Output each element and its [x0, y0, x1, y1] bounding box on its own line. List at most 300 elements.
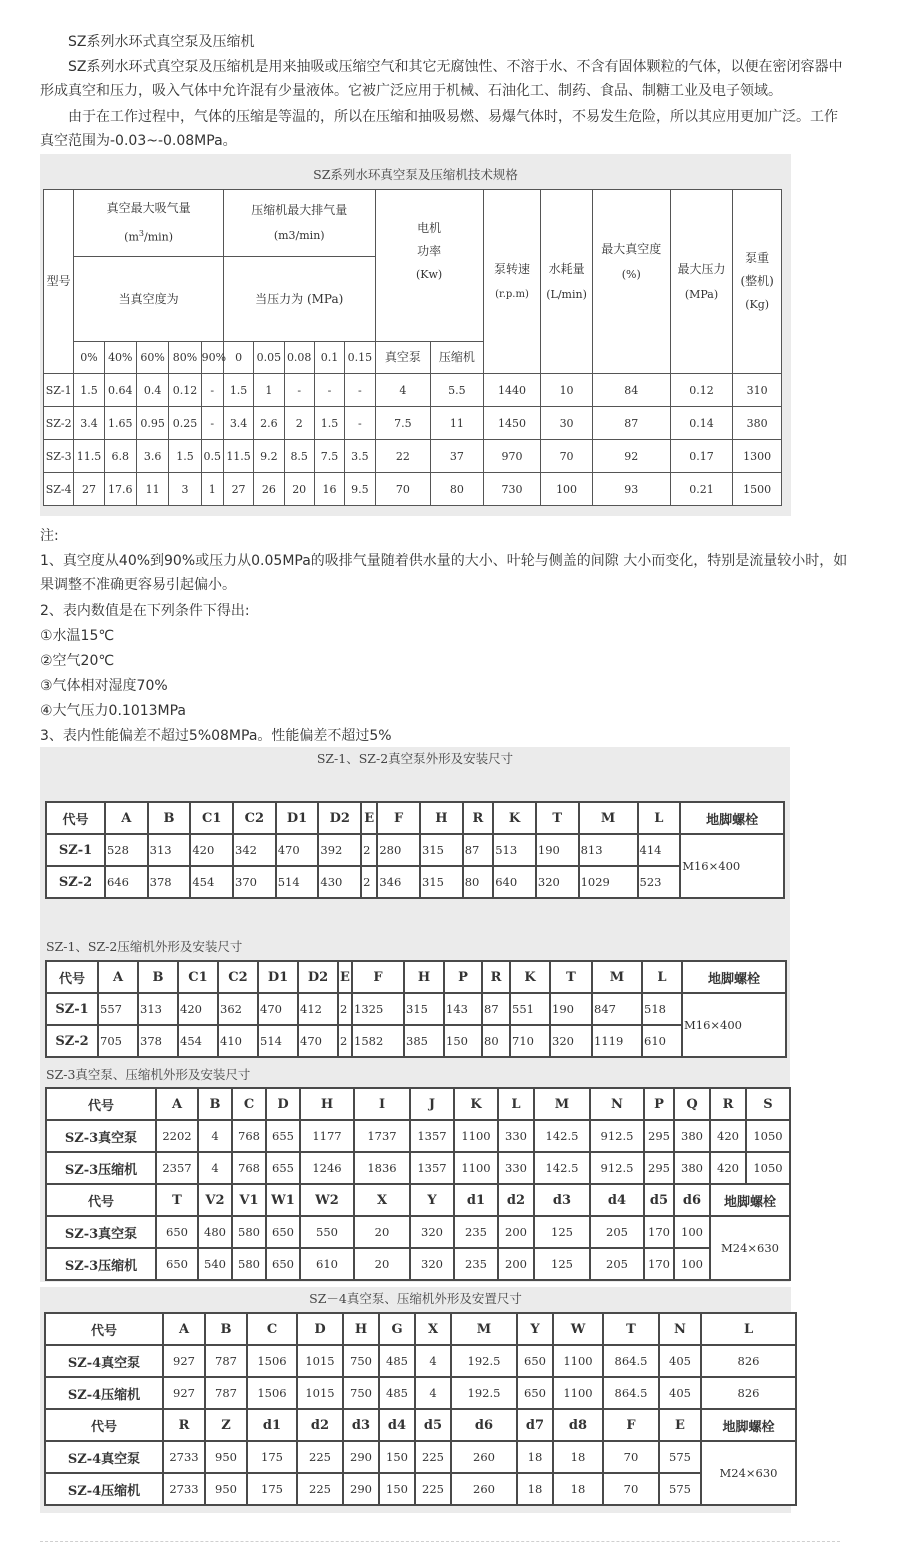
spec-cell: 7.5: [375, 407, 431, 440]
dim-cell: 2: [361, 866, 377, 898]
vac-pump-header: 真空泵: [375, 342, 431, 374]
dim-cell: 125: [534, 1248, 590, 1280]
dim-cell: 320: [550, 1025, 592, 1057]
dim-cell: 313: [138, 993, 178, 1025]
header-cell: Z: [205, 1409, 247, 1441]
dim-cell: 1029: [579, 866, 638, 898]
dim-cell: 18: [553, 1441, 603, 1473]
header-cell: C1: [190, 802, 233, 834]
spec-cell: 380: [733, 407, 782, 440]
dim-cell: 18: [517, 1473, 553, 1505]
dim-cell: 380: [674, 1120, 710, 1152]
spec-cell: 1.65: [104, 407, 136, 440]
dim-cell: 655: [266, 1120, 300, 1152]
spec-row-model: SZ-2: [44, 407, 74, 440]
row-code: SZ-2: [46, 1025, 98, 1057]
spec-cell: 1: [254, 374, 284, 407]
dim-cell: 2733: [163, 1441, 205, 1473]
table-row: [46, 1025, 786, 1057]
t3-caption: SZ-3真空泵、压缩机外形及安装尺寸: [46, 1067, 251, 1082]
dim-cell: 1325: [352, 993, 404, 1025]
dim-cell: 1100: [553, 1345, 603, 1377]
speed-l1: 泵转速: [493, 261, 530, 276]
header-cell: E: [338, 961, 352, 993]
dim-cell: 912.5: [590, 1152, 644, 1184]
dim-cell: 235: [454, 1248, 498, 1280]
dim-cell: 18: [517, 1441, 553, 1473]
dim-cell: 315: [420, 834, 463, 866]
dim-cell: 200: [498, 1216, 534, 1248]
header-cell: C1: [178, 961, 218, 993]
dim-cell: 470: [298, 1025, 338, 1057]
exhaust-header: [223, 190, 375, 257]
spec-cell: 7.5: [314, 440, 344, 473]
maxp-l1: 最大压力: [677, 261, 726, 276]
dim-cell: 1357: [410, 1152, 454, 1184]
header-row: [46, 1184, 790, 1216]
header-cell: d3: [343, 1409, 379, 1441]
spec-cell: 30: [541, 407, 593, 440]
dim-cell: 768: [232, 1120, 266, 1152]
dim-cell: 20: [354, 1216, 410, 1248]
spec-row: [44, 407, 782, 440]
dim-cell: 1100: [553, 1377, 603, 1409]
exhaust-unit: (m3/min): [273, 229, 325, 242]
condition-3: ③气体相对湿度70%: [40, 678, 168, 694]
spec-cell: 92: [592, 440, 670, 473]
dim-cell: 1100: [454, 1152, 498, 1184]
header-cell: H: [404, 961, 444, 993]
spec-cell: 100: [541, 473, 593, 506]
spec-cell: 70: [541, 440, 593, 473]
intro-paragraph-2: 由于在工作过程中，气体的压缩是等温的，所以在压缩和抽吸易燃、易爆气体时，不易发生危险，所以其应用更加广泛。工作真空范围为-0.03~-0.08MPa。: [40, 109, 838, 149]
dim-cell: 100: [674, 1216, 710, 1248]
weight-l3: (Kg): [745, 298, 770, 311]
dim-cell: 4: [415, 1377, 451, 1409]
dim-cell: 70: [603, 1473, 659, 1505]
header-cell: H: [343, 1313, 379, 1345]
spec-cell: 9.5: [345, 473, 375, 506]
dim-cell: 540: [198, 1248, 232, 1280]
spec-cell: 10: [541, 374, 593, 407]
press-col: 0: [223, 342, 253, 374]
header-cell: Q: [674, 1088, 710, 1120]
row-code: SZ-3压缩机: [46, 1152, 156, 1184]
header-cell: E: [361, 802, 377, 834]
header-cell: d2: [498, 1184, 534, 1216]
row-code: SZ-2: [46, 866, 105, 898]
motor-l1: 电机: [417, 221, 442, 235]
spec-cell: 3.6: [136, 440, 168, 473]
spec-cell: 27: [223, 473, 253, 506]
header-cell: P: [644, 1088, 674, 1120]
water-header: [541, 190, 593, 374]
header-cell: G: [379, 1313, 415, 1345]
t1-caption: SZ-1、SZ-2真空泵外形及安装尺寸: [316, 751, 514, 766]
dim-cell: 705: [98, 1025, 138, 1057]
header-cell: P: [444, 961, 482, 993]
condition-4: ④大气压力0.1013MPa: [40, 703, 187, 719]
dim-cell: 650: [517, 1345, 553, 1377]
dim-cell: 1506: [247, 1377, 297, 1409]
row-code: SZ-4压缩机: [45, 1377, 163, 1409]
header-cell: D: [297, 1313, 343, 1345]
dim-cell: 192.5: [451, 1345, 517, 1377]
dim-cell: 378: [148, 866, 191, 898]
header-cell: d2: [297, 1409, 343, 1441]
dim-cell: 70: [603, 1441, 659, 1473]
spec-cell: 11: [136, 473, 168, 506]
bolt-cell: M24×630: [710, 1216, 790, 1280]
exhaust-title: 压缩机最大排气量: [251, 203, 348, 217]
table-row: [45, 1345, 796, 1377]
sz12-compressor-dimensions-table: [45, 960, 787, 1058]
dim-cell: 280: [377, 834, 420, 866]
header-cell: K: [454, 1088, 498, 1120]
header-cell: 地脚螺栓: [682, 961, 786, 993]
header-cell: A: [163, 1313, 205, 1345]
spec-cell: -: [201, 407, 223, 440]
maxp-header: [670, 190, 733, 374]
spec-cell: 1450: [483, 407, 541, 440]
dim-cell: 768: [232, 1152, 266, 1184]
dim-cell: 290: [343, 1473, 379, 1505]
header-cell: X: [354, 1184, 410, 1216]
spec-cell: 3: [169, 473, 201, 506]
header-cell: M: [451, 1313, 517, 1345]
dim-cell: 175: [247, 1441, 297, 1473]
header-cell: 代号: [45, 1313, 163, 1345]
dim-cell: 125: [534, 1216, 590, 1248]
dim-cell: 1015: [297, 1377, 343, 1409]
dim-cell: 260: [451, 1473, 517, 1505]
dim-cell: 470: [258, 993, 298, 1025]
dim-cell: 710: [510, 1025, 550, 1057]
header-cell: M: [579, 802, 638, 834]
header-cell: d1: [247, 1409, 297, 1441]
dim-cell: 1246: [300, 1152, 354, 1184]
header-cell: L: [638, 802, 681, 834]
dim-cell: 575: [659, 1473, 701, 1505]
dim-cell: 385: [404, 1025, 444, 1057]
dim-cell: 646: [105, 866, 148, 898]
spec-cell: 5.5: [431, 374, 484, 407]
header-cell: D1: [276, 802, 319, 834]
dim-cell: 750: [343, 1345, 379, 1377]
speed-header: [483, 190, 541, 374]
header-cell: d7: [517, 1409, 553, 1441]
header-cell: N: [590, 1088, 644, 1120]
header-cell: 地脚螺栓: [680, 802, 784, 834]
header-cell: W2: [300, 1184, 354, 1216]
table-row: [45, 1441, 796, 1473]
dim-cell: 420: [190, 834, 233, 866]
dim-cell: 513: [493, 834, 536, 866]
dim-cell: 100: [674, 1248, 710, 1280]
dim-cell: 1015: [297, 1345, 343, 1377]
spec-cell: 310: [733, 374, 782, 407]
dim-cell: 320: [410, 1216, 454, 1248]
dim-cell: 290: [343, 1441, 379, 1473]
spec-cell: 11: [431, 407, 484, 440]
dim-cell: 346: [377, 866, 420, 898]
dim-cell: 200: [498, 1248, 534, 1280]
spec-cell: -: [284, 374, 314, 407]
vac-col: 60%: [136, 342, 168, 374]
spec-cell: -: [345, 374, 375, 407]
t2-caption: SZ-1、SZ-2压缩机外形及安装尺寸: [46, 939, 243, 954]
dim-cell: 87: [482, 993, 510, 1025]
dim-cell: 927: [163, 1345, 205, 1377]
dim-cell: 1582: [352, 1025, 404, 1057]
spec-row-model: SZ-1: [44, 374, 74, 407]
bolt-cell: M24×630: [701, 1441, 796, 1505]
compressor-header: 压缩机: [431, 342, 484, 374]
dim-cell: 557: [98, 993, 138, 1025]
suction-unit-post: /min): [144, 230, 174, 244]
dim-cell: 2: [338, 1025, 352, 1057]
dim-cell: 315: [420, 866, 463, 898]
header-cell: D2: [298, 961, 338, 993]
dim-cell: 225: [415, 1441, 451, 1473]
dim-cell: 480: [198, 1216, 232, 1248]
spec-cell: 20: [284, 473, 314, 506]
header-cell: L: [701, 1313, 796, 1345]
dim-cell: 485: [379, 1377, 415, 1409]
table-row: [46, 1120, 790, 1152]
header-cell: d1: [454, 1184, 498, 1216]
spec-cell: 87: [592, 407, 670, 440]
header-row: [46, 961, 786, 993]
spec-cell: 80: [431, 473, 484, 506]
header-cell: V2: [198, 1184, 232, 1216]
spec-cell: 0.95: [136, 407, 168, 440]
table-row: [46, 834, 784, 866]
spec-cell: 11.5: [74, 440, 104, 473]
note-3: 3、表内性能偏差不超过5%08MPa。性能偏差不超过5%: [40, 728, 392, 744]
dim-cell: 912.5: [590, 1120, 644, 1152]
header-cell: T: [156, 1184, 198, 1216]
header-cell: d6: [451, 1409, 517, 1441]
bolt-cell: M16×400: [680, 834, 784, 898]
spec-cell: 3.4: [74, 407, 104, 440]
header-cell: Y: [410, 1184, 454, 1216]
dim-cell: 650: [266, 1216, 300, 1248]
header-cell: T: [536, 802, 579, 834]
spec-cell: 9.2: [254, 440, 284, 473]
dim-cell: 950: [205, 1473, 247, 1505]
sz3-dimensions-table: [45, 1087, 791, 1281]
header-cell: N: [659, 1313, 701, 1345]
dim-cell: 787: [205, 1377, 247, 1409]
dim-cell: 150: [379, 1473, 415, 1505]
header-row: [45, 1313, 796, 1345]
table-row: [45, 1377, 796, 1409]
dim-cell: 1050: [746, 1120, 790, 1152]
spec-cell: 0.21: [670, 473, 733, 506]
dim-cell: 2733: [163, 1473, 205, 1505]
motor-l2: 功率: [417, 244, 442, 258]
dim-cell: 1177: [300, 1120, 354, 1152]
dim-cell: 454: [178, 1025, 218, 1057]
dim-cell: 190: [536, 834, 579, 866]
row-code: SZ-3压缩机: [46, 1248, 156, 1280]
spec-cell: 16: [314, 473, 344, 506]
dim-cell: 192.5: [451, 1377, 517, 1409]
motor-l3: (Kw): [416, 268, 443, 281]
weight-l1: 泵重: [745, 251, 770, 265]
note-1: 1、真空度从40%到90%或压力从0.05MPa的吸排气量随着供水量的大小、叶轮与侧盖的间隙 大小而变化，特别是流量较小时，如果调整不准确更容易引起偏小。: [40, 553, 848, 593]
spec-cell: 3.5: [345, 440, 375, 473]
dim-cell: 826: [701, 1345, 796, 1377]
spec-cell: 93: [592, 473, 670, 506]
dim-cell: 295: [644, 1120, 674, 1152]
dim-cell: 864.5: [603, 1377, 659, 1409]
speed-l2: (r.p.m): [495, 288, 529, 300]
motor-header: [375, 190, 483, 342]
header-cell: 代号: [45, 1409, 163, 1441]
dim-cell: 787: [205, 1345, 247, 1377]
dim-cell: 330: [498, 1152, 534, 1184]
spec-row-model: SZ-3: [44, 440, 74, 473]
row-code: SZ-1: [46, 834, 105, 866]
row-code: SZ-4压缩机: [45, 1473, 163, 1505]
header-cell: E: [659, 1409, 701, 1441]
header-cell: J: [410, 1088, 454, 1120]
press-col: 0.15: [345, 342, 375, 374]
header-cell: B: [205, 1313, 247, 1345]
suction-unit: [74, 226, 223, 245]
dim-cell: 1119: [592, 1025, 642, 1057]
water-l1: 水耗量: [548, 261, 585, 276]
maxvac-l2: (%): [621, 267, 641, 281]
sz4-dimensions-block: [40, 1287, 791, 1513]
header-cell: S: [746, 1088, 790, 1120]
table-row: [46, 993, 786, 1025]
dim-cell: 370: [233, 866, 276, 898]
spec-cell: 4: [375, 374, 431, 407]
dim-cell: 225: [297, 1473, 343, 1505]
dim-cell: 454: [190, 866, 233, 898]
header-cell: C2: [233, 802, 276, 834]
dim-cell: 813: [579, 834, 638, 866]
dim-cell: 412: [298, 993, 338, 1025]
dim-cell: 175: [247, 1473, 297, 1505]
dim-cell: 950: [205, 1441, 247, 1473]
header-cell: W1: [266, 1184, 300, 1216]
dim-cell: 650: [517, 1377, 553, 1409]
header-cell: K: [510, 961, 550, 993]
dim-cell: 650: [156, 1216, 198, 1248]
spec-cell: 2.6: [254, 407, 284, 440]
dim-cell: 330: [498, 1120, 534, 1152]
header-cell: T: [550, 961, 592, 993]
row-code: SZ-3真空泵: [46, 1216, 156, 1248]
header-cell: A: [156, 1088, 198, 1120]
dim-cell: 320: [410, 1248, 454, 1280]
spec-cell: 8.5: [284, 440, 314, 473]
spec-table: [43, 189, 782, 506]
dim-cell: 362: [218, 993, 258, 1025]
suction-header: [74, 190, 224, 257]
header-cell: d3: [534, 1184, 590, 1216]
header-cell: I: [354, 1088, 410, 1120]
dim-cell: 342: [233, 834, 276, 866]
dim-cell: 405: [659, 1377, 701, 1409]
header-cell: d8: [553, 1409, 603, 1441]
spec-cell: 84: [592, 374, 670, 407]
header-cell: F: [352, 961, 404, 993]
dim-cell: 575: [659, 1441, 701, 1473]
dim-cell: 392: [318, 834, 361, 866]
suction-title: 真空最大吸气量: [106, 201, 191, 216]
spec-cell: -: [314, 374, 344, 407]
spec-cell: 1.5: [74, 374, 104, 407]
dim-cell: 410: [218, 1025, 258, 1057]
spec-row: [44, 374, 782, 407]
press-col: 0.1: [314, 342, 344, 374]
dim-cell: 2: [361, 834, 377, 866]
dim-cell: 142.5: [534, 1120, 590, 1152]
header-cell: 代号: [46, 1184, 156, 1216]
dim-cell: 523: [638, 866, 681, 898]
dim-cell: 150: [379, 1441, 415, 1473]
row-code: SZ-4真空泵: [45, 1345, 163, 1377]
spec-cell: 1.5: [169, 440, 201, 473]
suction-unit-sup: 3: [138, 229, 144, 239]
spec-row: [44, 440, 782, 473]
dim-cell: 650: [156, 1248, 198, 1280]
row-code: SZ-1: [46, 993, 98, 1025]
header-cell: d6: [674, 1184, 710, 1216]
spec-cell: 27: [74, 473, 104, 506]
header-cell: A: [105, 802, 148, 834]
header-cell: R: [482, 961, 510, 993]
dim-cell: 528: [105, 834, 148, 866]
table-row: [46, 1216, 790, 1248]
dim-cell: 313: [148, 834, 191, 866]
spec-cell: 730: [483, 473, 541, 506]
header-cell: L: [498, 1088, 534, 1120]
dim-cell: 1737: [354, 1120, 410, 1152]
header-cell: X: [415, 1313, 451, 1345]
spec-cell: 1.5: [223, 374, 253, 407]
spec-cell: 0.5: [201, 440, 223, 473]
maxvac-l1: 最大真空度: [601, 241, 662, 256]
vac-col: 40%: [104, 342, 136, 374]
dim-cell: 380: [674, 1152, 710, 1184]
table-row: [45, 1473, 796, 1505]
dim-cell: 170: [644, 1216, 674, 1248]
dim-cell: 87: [463, 834, 493, 866]
spec-cell: -: [345, 407, 375, 440]
spec-cell: 1: [201, 473, 223, 506]
header-cell: K: [493, 802, 536, 834]
dim-cell: 826: [701, 1377, 796, 1409]
dim-cell: 414: [638, 834, 681, 866]
dim-cell: 235: [454, 1216, 498, 1248]
header-cell: F: [377, 802, 420, 834]
header-cell: C: [232, 1088, 266, 1120]
spec-cell: 0.25: [169, 407, 201, 440]
spec-cell: 0.17: [670, 440, 733, 473]
vac-col: 90%: [201, 342, 223, 374]
header-row: [46, 802, 784, 834]
dim-cell: 550: [300, 1216, 354, 1248]
header-cell: Y: [517, 1313, 553, 1345]
bottom-divider: [40, 1541, 840, 1542]
header-cell: 地脚螺栓: [710, 1184, 790, 1216]
